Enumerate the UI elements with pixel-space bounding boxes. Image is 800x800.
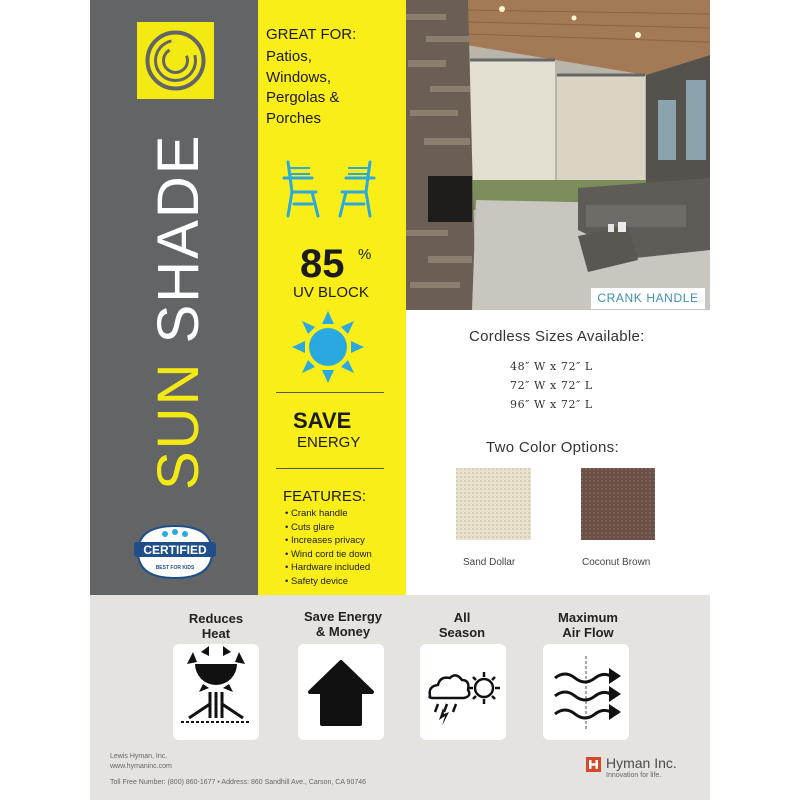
great-for-title: GREAT FOR:: [266, 26, 357, 43]
features-title: FEATURES:: [283, 488, 367, 505]
uv-block-label: UV BLOCK: [293, 284, 369, 301]
great-for-item: Porches: [266, 109, 322, 127]
benefit-label-line: Save Energy: [303, 609, 383, 624]
coconut-brown-label: Coconut Brown: [582, 557, 651, 568]
company-contact-details: Toll Free Number: (800) 860-1677 • Address: 860 Sandhill Ave., Carson, CA 90746: [110, 779, 367, 786]
sizes-title: Cordless Sizes Available:: [469, 328, 645, 345]
benefit-label-air-flow: [533, 610, 643, 640]
benefit-label-line: Maximum: [558, 610, 618, 625]
hyman-logo-tagline: Innovation for life.: [606, 772, 662, 779]
feature-item: • Cuts glare: [285, 521, 335, 533]
sand-dollar-swatch: [456, 468, 531, 540]
feature-item: • Safety device: [285, 575, 348, 587]
benefit-card: [543, 644, 629, 740]
hyman-logo-icon: [586, 757, 601, 772]
feature-item: • Increases privacy: [285, 535, 365, 547]
size-option: 48″ W x 72″ L: [510, 360, 593, 373]
benefit-label-line: All: [453, 610, 471, 625]
section-divider: [276, 468, 384, 469]
title-word-sun: SUN: [146, 361, 211, 490]
air-flow-icon: [543, 644, 629, 740]
hyman-logo-name: Hyman Inc.: [606, 755, 677, 771]
brand-logo: [137, 22, 214, 99]
save-energy-heading: SAVE: [293, 408, 352, 433]
feature-item: • Hardware included: [285, 562, 371, 574]
size-option: 96″ W x 72″ L: [510, 398, 593, 411]
contact-info: [110, 752, 366, 788]
product-title: [146, 133, 211, 490]
benefit-label-line: Reduces: [188, 611, 244, 626]
crank-handle-badge: CRANK HANDLE: [591, 288, 705, 309]
benefit-card: [420, 644, 506, 740]
sun-icon: [291, 310, 365, 384]
benefit-label-reduces-heat: [161, 611, 271, 641]
benefit-label-line: Heat: [201, 626, 231, 641]
great-for-list: [266, 47, 339, 129]
weather-icon: [420, 644, 506, 740]
company-website: www.hymaninc.com: [110, 763, 172, 770]
uv-block-percent: %: [358, 246, 372, 263]
title-word-shade: SHADE: [146, 133, 211, 344]
patio-photo: [406, 0, 710, 310]
great-for-item: Windows,: [266, 68, 332, 86]
heat-reduction-icon: [173, 644, 259, 740]
save-energy-subheading: ENERGY: [297, 434, 361, 451]
company-name: Lewis Hyman, Inc.: [110, 753, 168, 760]
certified-badge-text: CERTIFIED: [143, 543, 207, 557]
section-divider: [276, 392, 384, 393]
certified-badge-subtext: BEST FOR KIDS: [155, 565, 195, 571]
benefit-label-all-season: [407, 610, 517, 640]
features-list: [285, 507, 372, 589]
benefit-label-line: & Money: [315, 624, 371, 639]
color-options-title: Two Color Options:: [486, 439, 619, 456]
great-for-item: Pergolas &: [266, 89, 340, 106]
swirl-logo-icon: [137, 22, 214, 99]
certified-badge-icon: [132, 522, 218, 582]
coconut-brown-swatch: [581, 468, 655, 540]
house-icon: [298, 644, 384, 740]
benefit-label-line: Air Flow: [562, 625, 614, 640]
sand-dollar-label: Sand Dollar: [463, 557, 516, 568]
certified-badge: [132, 522, 218, 582]
benefit-card: [173, 644, 259, 740]
benefit-card: [298, 644, 384, 740]
size-option: 72″ W x 72″ L: [510, 379, 593, 392]
great-for-item: Patios,: [266, 48, 312, 65]
benefit-label-save-energy: [288, 609, 398, 639]
feature-item: • Wind cord tie down: [285, 548, 372, 560]
uv-block-number: 85: [300, 242, 345, 286]
lawn-chairs-icon: [282, 158, 376, 220]
feature-item: • Crank handle: [285, 508, 348, 519]
patio-scene-image: [406, 0, 710, 310]
benefit-label-line: Season: [438, 625, 486, 640]
